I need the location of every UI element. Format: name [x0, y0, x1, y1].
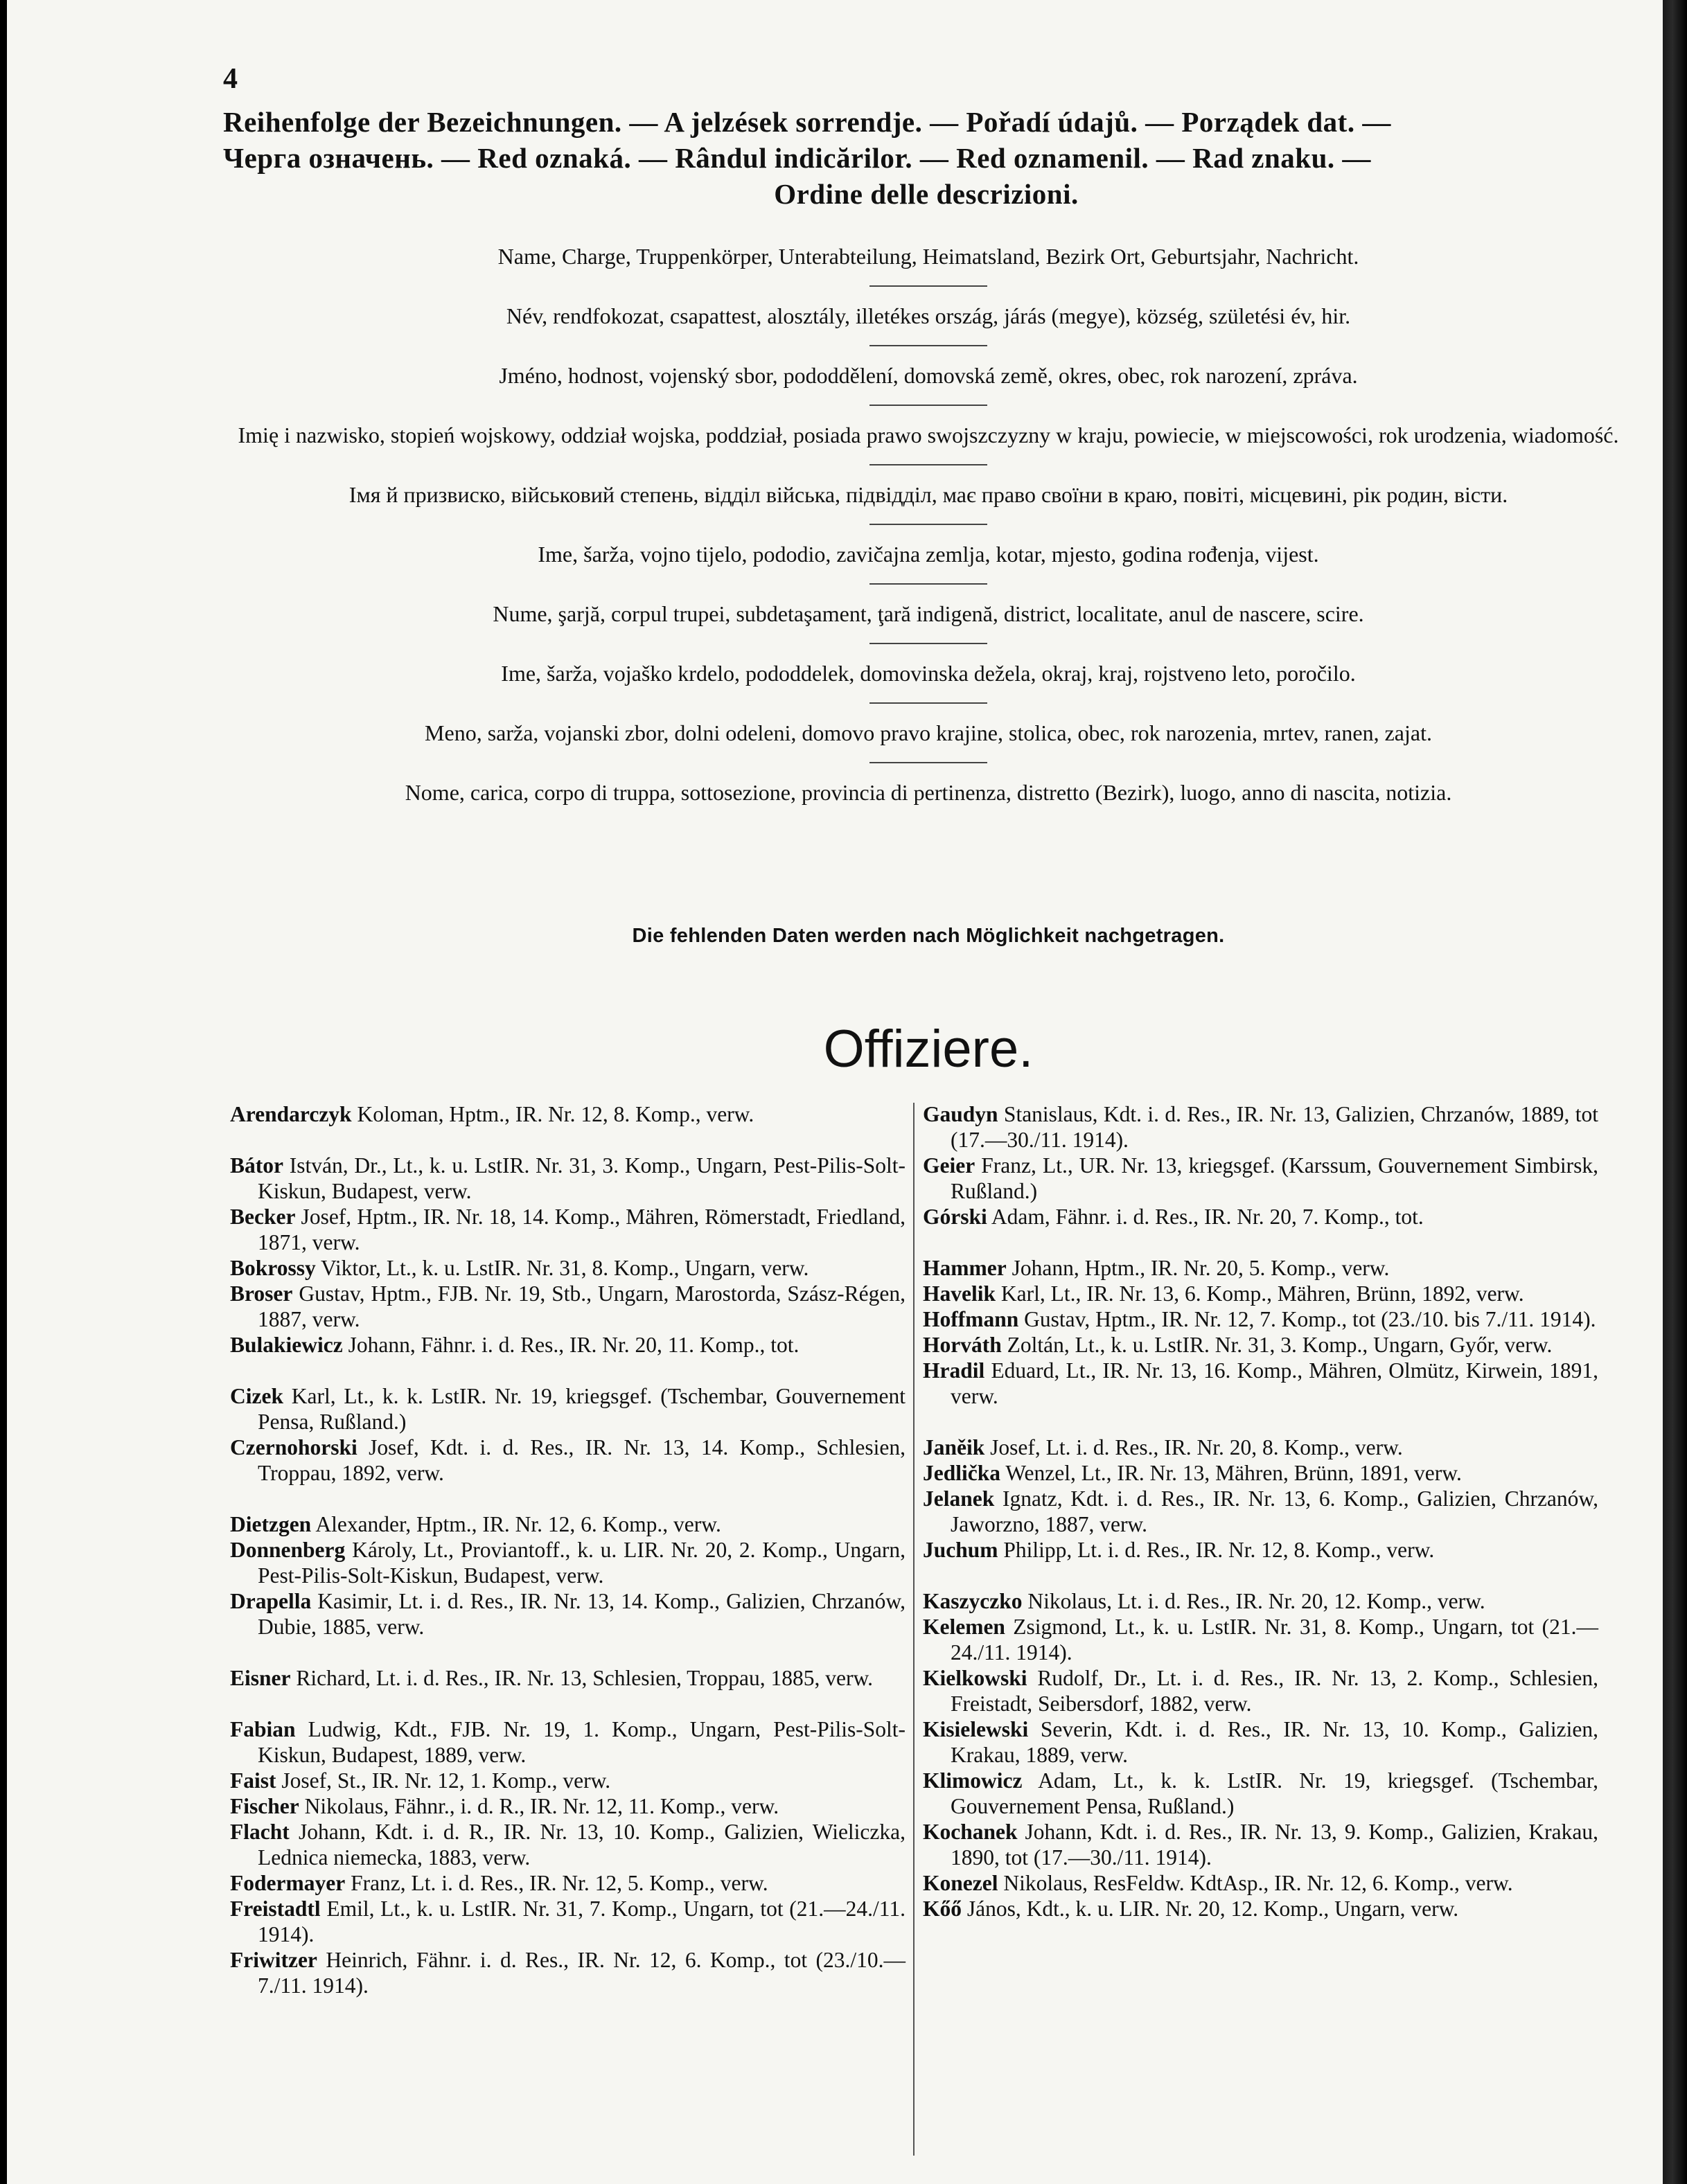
- officer-surname: Dietzgen: [230, 1512, 312, 1536]
- officer-surname: Kochanek: [923, 1820, 1018, 1844]
- left-column-entries: [230, 1101, 906, 1998]
- officer-surname: Becker: [230, 1205, 296, 1229]
- officer-details: Károly, Lt., Proviantoff., k. u. LIR. Nr. 20, 2. Komp., Ungarn, Pest-Pilis-Solt-Kiskun, Budapest, verw.: [258, 1538, 906, 1588]
- officer-surname: Gaudyn: [923, 1102, 998, 1126]
- officer-surname: Geier: [923, 1153, 975, 1178]
- officer-entry: [923, 1101, 1598, 1153]
- entry-gap: [230, 1691, 906, 1716]
- heading-line: Ordine delle descrizioni.: [774, 178, 1079, 210]
- officer-details: Josef, St., IR. Nr. 12, 1. Komp., verw.: [276, 1768, 611, 1793]
- officer-details: Adam, Fähnr. i. d. Res., IR. Nr. 20, 7. Komp., tot.: [987, 1205, 1424, 1229]
- separator-rule: [869, 762, 987, 763]
- order-heading: [223, 104, 1629, 212]
- officer-surname: Cizek: [230, 1384, 283, 1408]
- right-column-entries: [923, 1101, 1598, 1921]
- officer-details: Adam, Lt., k. k. LstIR. Nr. 19, kriegsgef. (Tschembar, Gouvernement Pensa, Rußland.): [951, 1768, 1598, 1818]
- officer-entry: [923, 1588, 1598, 1614]
- language-row: Meno, sarža, vojanski zbor, dolni odeleni, domovo pravo krajine, stolica, obec, rok narozenia, mrtev, ranen, zajat.: [425, 720, 1432, 745]
- separator-rule: [869, 702, 987, 704]
- entry-gap: [923, 1563, 1598, 1588]
- officer-surname: Fischer: [230, 1794, 299, 1818]
- officer-details: Johann, Kdt. i. d. Res., IR. Nr. 13, 9. Komp., Galizien, Krakau, 1890, tot (17.—30./11. 1914).: [951, 1820, 1598, 1870]
- entry-gap: [923, 1229, 1598, 1255]
- entry-gap: [923, 1409, 1598, 1435]
- officer-details: Heinrich, Fähnr. i. d. Res., IR. Nr. 12, 6. Komp., tot (23./10.—7./11. 1914).: [258, 1948, 906, 1998]
- officer-surname: Freistadtl: [230, 1897, 321, 1921]
- language-row: Name, Charge, Truppenkörper, Unterabteilung, Heimatsland, Bezirk Ort, Geburtsjahr, Nachricht.: [497, 244, 1359, 269]
- officer-surname: Górski: [923, 1205, 987, 1229]
- officer-surname: Kőő: [923, 1897, 962, 1921]
- officer-entry: [923, 1896, 1598, 1921]
- officer-details: István, Dr., Lt., k. u. LstIR. Nr. 31, 3. Komp., Ungarn, Pest-Pilis-Solt-Kiskun, Budapest, verw.: [258, 1153, 906, 1203]
- entry-gap: [230, 1486, 906, 1511]
- entry-gap: [230, 1127, 906, 1153]
- officer-details: Zoltán, Lt., k. u. LstIR. Nr. 31, 3. Komp., Ungarn, Győr, verw.: [1001, 1333, 1553, 1357]
- officer-entry: [230, 1947, 906, 1998]
- officer-entry: [230, 1537, 906, 1588]
- officer-details: Josef, Hptm., IR. Nr. 18, 14. Komp., Mähren, Römerstadt, Friedland, 1871, verw.: [258, 1205, 906, 1254]
- officer-surname: Konezel: [923, 1871, 998, 1895]
- officer-entry: [923, 1486, 1598, 1537]
- officer-entry: [923, 1204, 1598, 1229]
- heading-line: Черга означень. — Red oznaká. — Rândul indicărilor. — Red oznamenil. — Rad znaku. —: [223, 142, 1371, 174]
- officer-surname: Kaszyczko: [923, 1589, 1023, 1613]
- heading-line: Reihenfolge der Bezeichnungen. — A jelzések sorrendje. — Pořadí údajů. — Porządek dat. —: [223, 106, 1391, 138]
- officer-surname: Fabian: [230, 1717, 296, 1741]
- officer-entry: [230, 1793, 906, 1819]
- document-page: [7, 0, 1663, 2184]
- entry-gap: [230, 1358, 906, 1383]
- officer-entry: [230, 1870, 906, 1896]
- separator-rule: [869, 583, 987, 585]
- officer-surname: Horváth: [923, 1333, 1002, 1357]
- officer-entry: [923, 1255, 1598, 1281]
- officer-entry: [230, 1281, 906, 1332]
- officer-entry: [230, 1588, 906, 1640]
- language-row: Imię i nazwisko, stopień wojskowy, oddział wojska, poddział, posiada prawo swojszczyzny w kraju, powiecie, w miejscowości, rok urodzenia, wiadomość.: [238, 423, 1619, 447]
- officer-details: Johann, Kdt. i. d. R., IR. Nr. 13, 10. Komp., Galizien, Wieliczka, Lednica niemecka, 1883, verw.: [258, 1820, 906, 1870]
- officer-details: Philipp, Lt. i. d. Res., IR. Nr. 12, 8. Komp., verw.: [998, 1538, 1435, 1562]
- column-divider: [913, 1103, 915, 2156]
- officer-entry: [923, 1537, 1598, 1563]
- officer-entry: [230, 1383, 906, 1435]
- officer-entry: [230, 1896, 906, 1947]
- officer-entry: [923, 1819, 1598, 1870]
- officer-surname: Donnenberg: [230, 1538, 346, 1562]
- officer-details: Johann, Fähnr. i. d. Res., IR. Nr. 20, 11. Komp., tot.: [342, 1333, 800, 1357]
- separator-rule: [869, 285, 987, 287]
- language-row: Ime, šarža, vojno tijelo, pododio, zavičajna zemlja, kotar, mjesto, godina rođenja, vijest.: [538, 542, 1319, 567]
- officer-details: Josef, Kdt. i. d. Res., IR. Nr. 13, 14. Komp., Schlesien, Troppau, 1892, verw.: [258, 1435, 906, 1485]
- officer-surname: Hradil: [923, 1358, 985, 1383]
- officer-details: Eduard, Lt., IR. Nr. 13, 16. Komp., Mähren, Olmütz, Kirwein, 1891, verw.: [951, 1358, 1598, 1408]
- officer-details: Gustav, Hptm., IR. Nr. 12, 7. Komp., tot (23./10. bis 7./11. 1914).: [1018, 1307, 1596, 1331]
- officer-details: Koloman, Hptm., IR. Nr. 12, 8. Komp., verw.: [351, 1102, 754, 1126]
- officer-entry: [923, 1306, 1598, 1332]
- officer-surname: Jelanek: [923, 1486, 995, 1511]
- officer-details: Franz, Lt., UR. Nr. 13, kriegsgef. (Karssum, Gouvernement Simbirsk, Rußland.): [951, 1153, 1598, 1203]
- officer-entry: [230, 1101, 906, 1127]
- officer-entry: [923, 1460, 1598, 1486]
- officer-details: Ludwig, Kdt., FJB. Nr. 19, 1. Komp., Ungarn, Pest-Pilis-Solt-Kiskun, Budapest, 1889, verw.: [258, 1717, 906, 1767]
- officer-details: Viktor, Lt., k. u. LstIR. Nr. 31, 8. Komp., Ungarn, verw.: [315, 1256, 809, 1280]
- officer-entry: [230, 1819, 906, 1870]
- officer-entry: [923, 1332, 1598, 1358]
- officer-surname: Janěik: [923, 1435, 985, 1459]
- officer-entry: [923, 1768, 1598, 1819]
- officer-details: Rudolf, Dr., Lt. i. d. Res., IR. Nr. 13, 2. Komp., Schlesien, Freistadt, Seibersdorf, 1882, verw.: [951, 1666, 1598, 1716]
- separator-rule: [869, 464, 987, 465]
- scan-edge: [1663, 0, 1687, 2184]
- officer-entry: [923, 1716, 1598, 1768]
- officer-details: Richard, Lt. i. d. Res., IR. Nr. 13, Schlesien, Troppau, 1885, verw.: [290, 1666, 874, 1690]
- separator-rule: [869, 643, 987, 644]
- separator-rule: [869, 345, 987, 346]
- language-legend: [229, 242, 1628, 806]
- officer-entry: [230, 1511, 906, 1537]
- officer-surname: Flacht: [230, 1820, 290, 1844]
- officer-surname: Kielkowski: [923, 1666, 1027, 1690]
- section-title: Offiziere.: [823, 1020, 1034, 1078]
- officer-details: Emil, Lt., k. u. LstIR. Nr. 31, 7. Komp., Ungarn, tot (21.—24./11. 1914).: [258, 1897, 906, 1946]
- officer-surname: Bokrossy: [230, 1256, 316, 1280]
- officer-entry: [230, 1332, 906, 1358]
- officer-details: Stanislaus, Kdt. i. d. Res., IR. Nr. 13, Galizien, Chrzanów, 1889, tot (17.—30./11. 1914).: [951, 1102, 1598, 1152]
- officer-entry: [230, 1153, 906, 1204]
- officer-entry: [230, 1204, 906, 1255]
- officer-entry: [923, 1358, 1598, 1409]
- officer-details: Franz, Lt. i. d. Res., IR. Nr. 12, 5. Komp., verw.: [345, 1871, 768, 1895]
- officer-details: Karl, Lt., IR. Nr. 13, 6. Komp., Mähren, Brünn, 1892, verw.: [996, 1281, 1524, 1306]
- officer-details: Johann, Hptm., IR. Nr. 20, 5. Komp., verw.: [1006, 1256, 1390, 1280]
- officer-surname: Czernohorski: [230, 1435, 357, 1459]
- officer-surname: Drapella: [230, 1589, 312, 1613]
- officer-entry: [230, 1665, 906, 1691]
- officer-details: Nikolaus, ResFeldw. KdtAsp., IR. Nr. 12, 6. Komp., verw.: [998, 1871, 1513, 1895]
- officer-surname: Faist: [230, 1768, 276, 1793]
- officer-entry: [923, 1614, 1598, 1665]
- officer-entry: [230, 1435, 906, 1486]
- officer-surname: Juchum: [923, 1538, 998, 1562]
- officer-entry: [923, 1153, 1598, 1204]
- officer-surname: Eisner: [230, 1666, 291, 1690]
- language-row: Név, rendfokozat, csapattest, alosztály, illetékes ország, járás (megye), község, születési év, hir.: [506, 303, 1351, 328]
- officer-surname: Bátor: [230, 1153, 283, 1178]
- officer-surname: Arendarczyk: [230, 1102, 352, 1126]
- officer-surname: Bulakiewicz: [230, 1333, 343, 1357]
- officer-surname: Jedlička: [923, 1461, 1001, 1485]
- officer-details: Ignatz, Kdt. i. d. Res., IR. Nr. 13, 6. Komp., Galizien, Chrzanów, Jaworzno, 1887, verw.: [951, 1486, 1598, 1536]
- officer-surname: Hammer: [923, 1256, 1007, 1280]
- missing-data-note: Die fehlenden Daten werden nach Möglichkeit nachgetragen.: [632, 925, 1225, 947]
- officer-surname: Kisielewski: [923, 1717, 1029, 1741]
- language-row: Jméno, hodnost, vojenský sbor, pododdělení, domovská země, okres, obec, rok narození, zpráva.: [499, 363, 1358, 388]
- officer-surname: Fodermayer: [230, 1871, 346, 1895]
- officer-entry: [923, 1665, 1598, 1716]
- officer-details: Nikolaus, Lt. i. d. Res., IR. Nr. 20, 12. Komp., verw.: [1022, 1589, 1485, 1613]
- officer-entry: [230, 1255, 906, 1281]
- language-row: Nome, carica, corpo di truppa, sottosezione, provincia di pertinenza, distretto (Bezirk), luogo, anno di nascita, notizia.: [405, 780, 1452, 805]
- officer-details: Nikolaus, Fähnr., i. d. R., IR. Nr. 12, 11. Komp., verw.: [299, 1794, 779, 1818]
- officer-surname: Havelik: [923, 1281, 996, 1306]
- officer-details: Kasimir, Lt. i. d. Res., IR. Nr. 13, 14. Komp., Galizien, Chrzanów, Dubie, 1885, verw.: [258, 1589, 906, 1639]
- officer-details: Severin, Kdt. i. d. Res., IR. Nr. 13, 10. Komp., Galizien, Krakau, 1889, verw.: [951, 1717, 1598, 1767]
- officer-surname: Friwitzer: [230, 1948, 317, 1972]
- officer-surname: Kelemen: [923, 1615, 1005, 1639]
- officer-details: Wenzel, Lt., IR. Nr. 13, Mähren, Brünn, 1891, verw.: [1000, 1461, 1462, 1485]
- officer-entry: [923, 1281, 1598, 1306]
- officer-surname: Broser: [230, 1281, 293, 1306]
- officer-details: Karl, Lt., k. k. LstIR. Nr. 19, kriegsgef. (Tschembar, Gouvernement Pensa, Rußland.): [258, 1384, 906, 1434]
- officer-entry: [923, 1435, 1598, 1460]
- page-number: 4: [223, 63, 238, 95]
- officer-surname: Hoffmann: [923, 1307, 1019, 1331]
- separator-rule: [869, 405, 987, 406]
- officer-details: János, Kdt., k. u. LIR. Nr. 20, 12. Komp., Ungarn, verw.: [962, 1897, 1459, 1921]
- officer-details: Zsigmond, Lt., k. u. LstIR. Nr. 31, 8. Komp., Ungarn, tot (21.—24./11. 1914).: [951, 1615, 1598, 1664]
- officer-surname: Klimowicz: [923, 1768, 1023, 1793]
- officer-entry: [923, 1870, 1598, 1896]
- language-row: Імя й призвиско, військовий степень, відділ війська, підвідділ, має право своїни в краю, повіті, місцевині, рік родин, вісти.: [348, 482, 1508, 507]
- separator-rule: [869, 524, 987, 525]
- entry-gap: [230, 1640, 906, 1665]
- officer-details: Gustav, Hptm., FJB. Nr. 19, Stb., Ungarn, Marostorda, Szász-Régen, 1887, verw.: [258, 1281, 906, 1331]
- officer-details: Alexander, Hptm., IR. Nr. 12, 6. Komp., verw.: [311, 1512, 721, 1536]
- officer-entry: [230, 1768, 906, 1793]
- language-row: Nume, şarjă, corpul trupei, subdetaşament, ţară indigenă, district, localitate, anul de nascere, scire.: [493, 601, 1364, 626]
- officer-details: Josef, Lt. i. d. Res., IR. Nr. 20, 8. Komp., verw.: [984, 1435, 1403, 1459]
- language-row: Ime, šarža, vojaško krdelo, pododdelek, domovinska dežela, okraj, kraj, rojstveno leto, poročilo.: [501, 661, 1356, 686]
- officer-entry: [230, 1716, 906, 1768]
